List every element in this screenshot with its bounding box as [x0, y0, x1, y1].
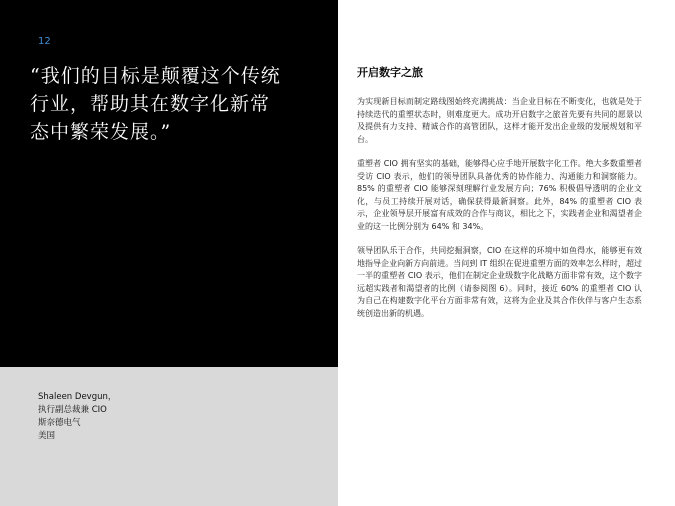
attribution-title: 执行副总裁兼 CIO — [38, 405, 107, 415]
article-paragraph: 为实现新目标而制定路线图始终充满挑战：当企业目标在不断变化，也就是处于持续迭代的重塑状态时，则难度更大。成功开启数字之旅首先要有共同的愿景以及提供有力支持、精诚合作的高管团队，这样才能开发出企业级的发展规划和平台。 — [357, 97, 642, 144]
pull-quote-line: 态中繁荣发展。” — [30, 121, 172, 143]
article-paragraph: 重塑者 CIO 拥有坚实的基础，能够得心应手地开展数字化工作。绝大多数重塑者受访 CIO 表示，他们的领导团队具备优秀的协作能力、沟通能力和洞察能力。85% 的重塑者 CIO 能够深刻理解行业发展方向；76% 积极倡导透明的企业文化，与员工持续开展对话，确保获得最新洞察。此外，84% 的重塑者 CIO 表示，企业领导层开展富有成效的合作与商议，相比之下，实践者企业和渴望者企业的这一比例分别为 64% 和 34%。 — [357, 159, 642, 231]
attribution — [38, 391, 116, 443]
section-title: 开启数字之旅 — [357, 66, 423, 79]
attribution-name: Shaleen Devgun， — [38, 392, 117, 402]
attribution-company: 斯奈德电气 — [38, 418, 81, 428]
pull-quote — [30, 62, 330, 146]
page-number: 12 — [38, 36, 51, 47]
quote-panel — [0, 0, 338, 367]
article-column — [357, 64, 642, 332]
pull-quote-line: “我们的目标是颠覆这个传统 — [30, 65, 281, 87]
attribution-country: 美国 — [38, 431, 56, 441]
article-paragraph: 领导团队乐于合作，共同挖掘洞察，CIO 在这样的环境中如鱼得水，能够更有效地指导企业向新方向前进。当问到 IT 组织在促进重塑方面的效率怎么样时，超过一半的重塑者 CIO 表示，他们在制定企业级数字化战略方面非常有效，这个数字远超实践者和渴望者的比例（请参阅图 6）。同时，接近 60% 的重塑者 CIO 认为自己在构建数字化平台方面非常有效，这将为企业及其合作伙伴与客户生态系统创造出新的机遇。 — [357, 246, 642, 318]
attribution-panel — [0, 367, 338, 506]
pull-quote-line: 行业，帮助其在数字化新常 — [30, 93, 271, 115]
